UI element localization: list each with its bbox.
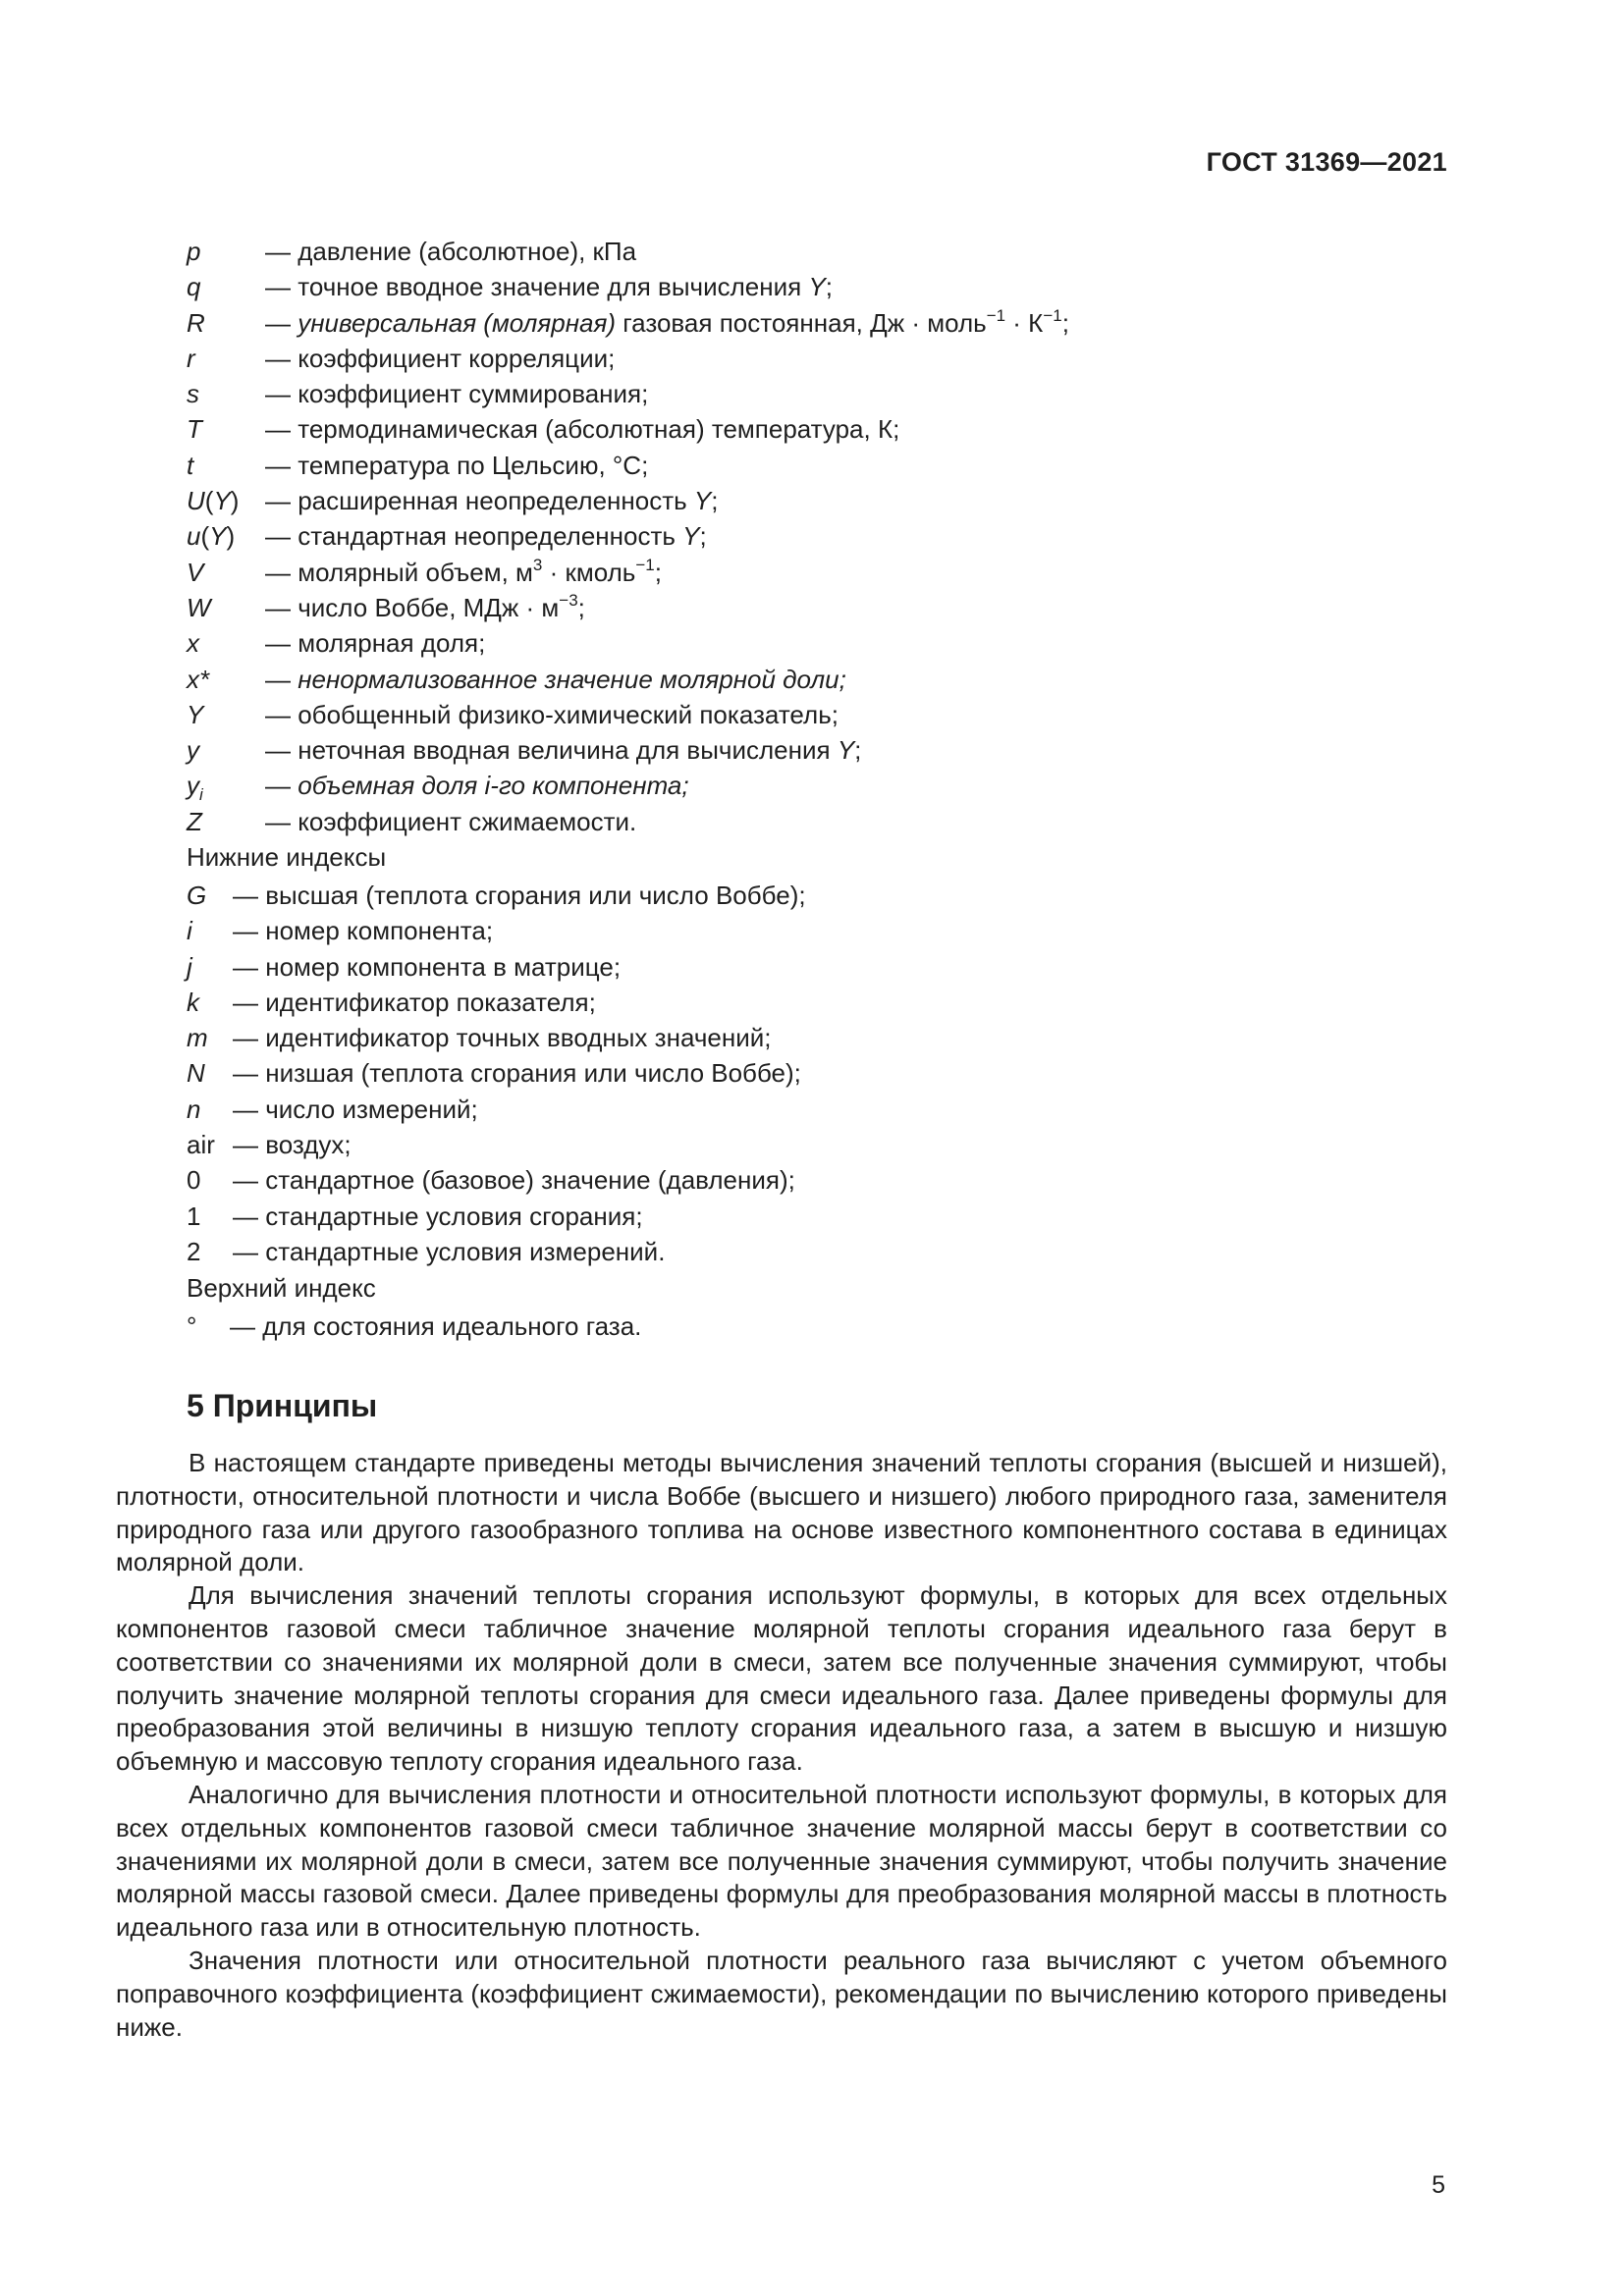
symbol: s [187,379,199,409]
subscript-row [187,1162,1453,1198]
variable-row [187,411,1453,447]
symbol: 2 [187,1236,201,1266]
variable-row [187,376,1453,411]
symbol: R [187,307,205,338]
variable-row [187,804,1453,839]
definition: — молярная доля; [265,628,486,659]
subscripts-heading: Нижние индексы [187,842,387,872]
definition: — молярный объем, $м^3$ · кмоль$^{-1}$; [265,555,662,587]
variable-row [187,341,1453,376]
definition: — воздух; [233,1130,352,1160]
symbol: W [187,592,211,622]
variable-row [187,555,1453,590]
subscript-row [187,949,1453,985]
paragraph: Для вычисления значений теплоты сгорания используют формулы, в которых для всех отдельных компонентов газовой смеси табличное значение молярной теплоты сгорания идеального газа берут в соответствии со значениями их молярной доли в смеси, затем все полученные значения суммируют, чтобы получить значение молярной теплоты сгорания для смеси идеального газа. Далее приведены формулы для преобразования этой величины в низшую теплоту сгорания идеального газа, а затем в высшую и низшую объемную и массовую теплоту сгорания идеального газа. [116,1580,1447,1777]
variable-row [187,448,1453,483]
document-header: ГОСТ 31369—2021 [1206,147,1447,177]
symbol: r [187,343,195,373]
page-number: 5 [1432,2171,1445,2199]
variable-row [187,768,1453,803]
symbol: 1 [187,1201,201,1231]
definition: — стандартные условия сгорания; [233,1201,643,1231]
subscript-row [187,1234,1453,1269]
subscript-row [187,985,1453,1020]
subscript-row [187,1199,1453,1234]
definition: — стандартные условия измерений. [233,1236,666,1266]
subscripts-list [187,878,1453,1269]
symbol: t [187,450,194,480]
definition: — номер компонента в матрице; [233,951,622,982]
variable-row [187,732,1453,768]
variables-list [187,234,1453,839]
symbol: V [187,557,204,587]
definition: — расширенная неопределенность Y; [265,486,719,516]
symbol: x [187,628,199,659]
definition: — точное вводное значение для вычисления Y; [265,272,834,302]
superscripts-list [187,1308,1453,1344]
symbol: i [187,916,192,946]
symbol: Y [187,699,204,729]
symbol: u(Y) [187,521,236,552]
symbol: n [187,1094,201,1124]
symbol: U(Y) [187,486,240,516]
subscript-row [187,1020,1453,1055]
paragraph: Значения плотности или относительной плотности реального газа вычисляют с учетом объемного поправочного коэффициента (коэффициент сжимаемости), рекомендации по вычислению которого приведены ниже. [116,1945,1447,2042]
symbol: m [187,1023,208,1053]
definition: — коэффициент сжимаемости. [265,806,637,836]
symbol: x* [187,664,210,694]
symbol: N [187,1058,205,1089]
symbol: air [187,1130,215,1160]
definition: — термодинамическая (абсолютная) температура, К; [265,414,900,445]
symbol: k [187,987,199,1017]
paragraph: В настоящем стандарте приведены методы вычисления значений теплоты сгорания (высшей и низшей), плотности, относительной плотности и числа Воббе (высшего и низшего) любого природного газа, заменителя природного газа или другого газообразного топлива на основе известного компонентного состава в единицах молярной доли. [116,1448,1447,1577]
symbol: y [187,735,199,766]
symbol: Z [187,806,202,836]
definition: — ненормализованное значение молярной доли; [265,664,846,694]
variable-row [187,662,1453,697]
subscript-row [187,1127,1453,1162]
definition: — число Воббе, МДж · $м^{-3}$; [265,590,585,622]
definition: — номер компонента; [233,916,494,946]
definition: — идентификатор точных вводных значений; [233,1023,772,1053]
subscript-row [187,1055,1453,1091]
subscript-row [187,913,1453,948]
variable-row [187,269,1453,304]
definition: — обобщенный физико-химический показатель; [265,699,839,729]
symbol: ° [187,1311,197,1341]
variable-row [187,483,1453,518]
definition: — высшая (теплота сгорания или число Воббе); [233,881,806,910]
subscript-row [187,1092,1453,1127]
subscript-row [187,878,1453,913]
paragraph: Аналогично для вычисления плотности и относительной плотности используют формулы, в которых для всех отдельных компонентов газовой смеси табличное значение молярной массы берут в соответствии со значениями их молярной доли в смеси, затем все полученные значения суммируют, чтобы получить значение молярной массы газовой смеси. Далее приведены формулы для преобразования молярной массы в плотность идеального газа или в относительную плотность. [116,1779,1447,1943]
variable-row [187,305,1453,341]
variable-row [187,590,1453,625]
definition: — коэффициент корреляции; [265,343,616,373]
variable-row [187,234,1453,269]
definition: — стандартное (базовое) значение (давления); [233,1165,795,1196]
variable-row [187,625,1453,661]
symbol: $y_i$ [187,771,203,805]
superscript-heading: Верхний индекс [187,1273,376,1303]
definition: — стандартная неопределенность Y; [265,521,707,552]
section-title: 5 Принципы [187,1388,378,1423]
definition: — низшая (теплота сгорания или число Воббе); [233,1058,801,1089]
superscript-row [187,1308,1453,1344]
variable-row [187,697,1453,732]
definition: — давление (абсолютное), кПа [265,237,637,266]
definition: — идентификатор показателя; [233,987,596,1017]
variable-row [187,518,1453,554]
symbol: j [187,951,192,982]
symbol: G [187,881,207,910]
definition: — коэффициент суммирования; [265,379,649,409]
definition: — температура по Цельсию, °С; [265,450,649,480]
section-body [116,1447,1447,2044]
symbol: 0 [187,1165,201,1196]
definition: — для состояния идеального газа. [230,1311,642,1341]
definition: — универсальная (молярная) газовая постоянная, Дж · моль$^{-1}$ · $К^{-1}$; [265,305,1069,338]
definition: — объемная доля i-го компонента; [265,771,689,801]
symbol: q [187,272,201,302]
definition: — неточная вводная величина для вычисления Y; [265,735,862,766]
symbol: T [187,414,202,445]
definition: — число измерений; [233,1094,478,1124]
symbol: p [187,237,201,266]
